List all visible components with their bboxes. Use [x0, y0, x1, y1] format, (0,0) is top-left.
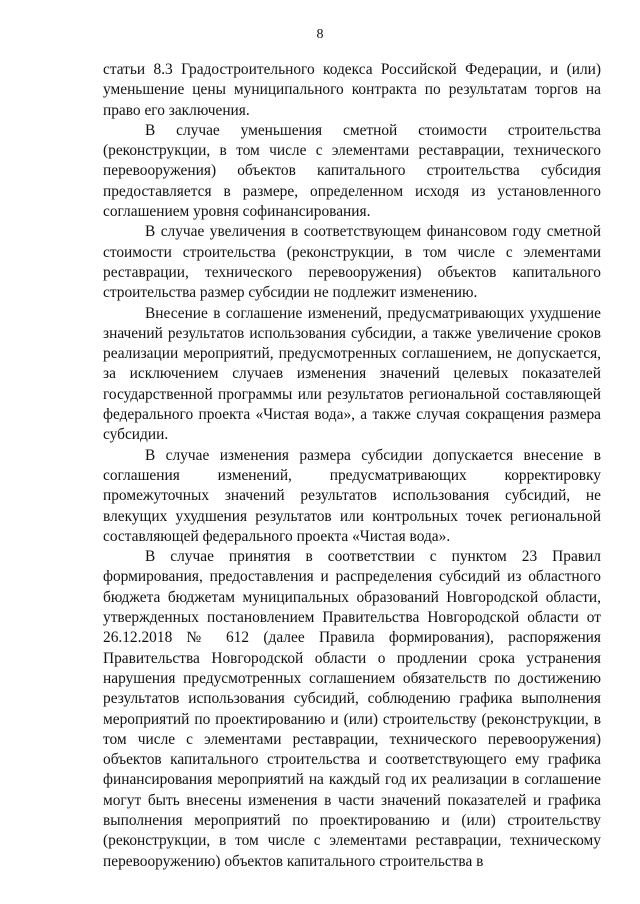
paragraph-cost-decrease: В случае уменьшения сметной стоимости строительства (реконструкции, в том числе с элементами реставрации, технического перевооружения) объектов капитального строительства субсидия предоставляется в размере, определенном исходя из установленного соглашением уровня софинансирования.	[103, 121, 601, 221]
paragraph-continuation: статьи 8.3 Градостроительного кодекса Российской Федерации, и (или) уменьшение цены муниципального контракта по результатам торгов на право его заключения.	[103, 61, 601, 119]
paragraph-extension-order: В случае принятия в соответствии с пунктом 23 Правил формирования, предоставления и распределения субсидий из областного бюджета бюджетам муниципальных образований Новгородской области, утвержденных постановлением Правительства Новгородской области от 26.12.2018 № 612 (далее Правила формирования), распоряжения Правительства Новгородской области о продлении срока устранения нарушения предусмотренных соглашением обязательств по достижению результатов использования субсидий, соблюдению графика выполнения мероприятий по проектированию и (или) строительству (реконструкции, в том числе с элементами реставрации, технического перевооружения) объектов капитального строительства и соответствующего ему графика финансирования мероприятий на каждый год их реализации в соглашение могут быть внесены изменения в части значений показателей и графика выполнения мероприятий по проектированию и (или) строительству (реконструкции, в том числе с элементами реставрации, техническому перевооружению) объектов капитального строительства в	[103, 548, 601, 870]
paragraph-agreement-changes: Внесение в соглашение изменений, предусматривающих ухудшение значений результатов использования субсидии, а также увеличение сроков реализации мероприятий, предусмотренных соглашением, не допускается, за исключением случаев изменения значений целевых показателей государственной программы или результатов региональной составляющей федерального проекта «Чистая вода», а также случая сокращения размера субсидии.	[103, 304, 601, 444]
page-number: 8	[316, 27, 324, 42]
paragraph-subsidy-size-change: В случае изменения размера субсидии допускается внесение в соглашения изменений, предусматривающих корректировку промежуточных значений результатов использования субсидий, не влекущих ухудшения результатов или контрольных точек региональной составляющей федерального проекта «Чистая вода».	[103, 446, 601, 545]
document-body	[103, 60, 601, 872]
paragraph-cost-increase: В случае увеличения в соответствующем финансовом году сметной стоимости строительства (реконструкции, в том числе с элементами реставрации, технического перевооружения) объектов капитального строительства размер субсидии не подлежит изменению.	[103, 223, 601, 302]
